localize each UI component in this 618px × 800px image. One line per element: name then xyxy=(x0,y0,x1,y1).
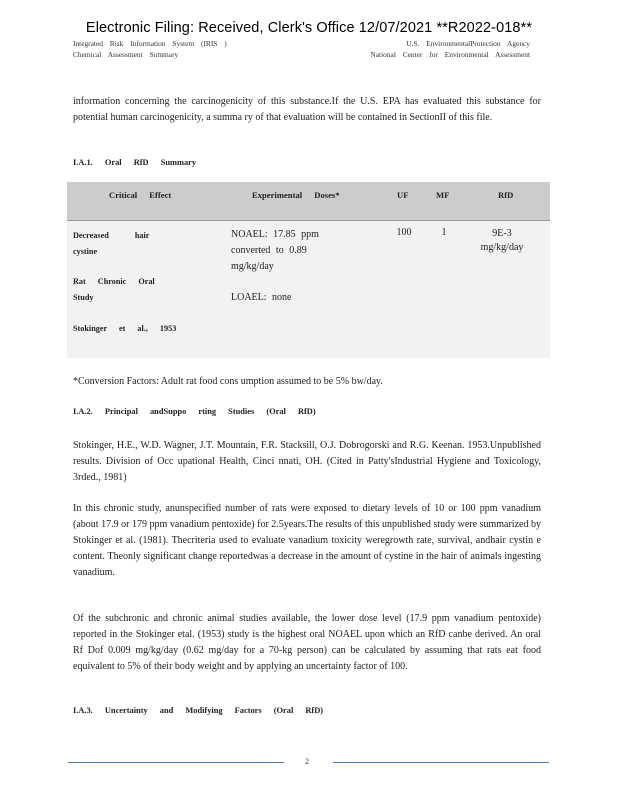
header-right-line1: U.S. EnvironmentalProtection Agency xyxy=(406,39,530,48)
uf-value: 100 xyxy=(396,227,412,238)
header-left-line2: Chemical Assessment Summary xyxy=(73,50,179,59)
footer-rule-left xyxy=(68,762,284,763)
header-left-line1: Integrated Risk Information System (IRIS ) xyxy=(73,39,227,48)
header-left xyxy=(73,38,227,60)
conversion-note: *Conversion Factors: Adult rat food cons umption assumed to be 5% bw/day. xyxy=(73,376,383,387)
study-reference: Stokinger et al., 1953 xyxy=(73,324,177,333)
header-experimental-doses: Experimental Doses* xyxy=(252,190,340,200)
study-line2: Study xyxy=(73,293,94,302)
table-header-row xyxy=(67,182,550,221)
header-right-line2: National Center for Environmental Assessment xyxy=(370,50,530,59)
page-number: 2 xyxy=(305,757,309,766)
intro-paragraph: information concerning the carcinogenicity of this substance.If the U.S. EPA has evaluated this substance for potential human carcinogenicity, a summa ry of that evaluation will be contained in SectionII of this file. xyxy=(73,96,541,123)
rfd-summary-table xyxy=(67,182,550,358)
mf-value: 1 xyxy=(441,227,447,238)
effect-line2: cystine xyxy=(73,247,98,256)
reference-paragraph: Stokinger, H.E., W.D. Wagner, J.T. Mountain, F.R. Stacksill, O.J. Dobrogorski and R.G. Keenan. 1953.Unpublished results. Division of Occ upational Health, Cinci nnati, OH. (Cited in Patty'sIndustrial Hygiene and Toxicology, 3rded., 1981) xyxy=(73,440,541,483)
header-rfd: RfD xyxy=(498,190,514,200)
header-right xyxy=(370,38,530,60)
noael-line1: NOAEL: 17.85 ppm xyxy=(231,229,319,240)
rfd-value-line1: 9E-3 xyxy=(492,228,512,239)
footer-rule-right xyxy=(333,762,549,763)
dose-paragraph: Of the subchronic and chronic animal studies available, the lower dose level (17.9 ppm vanadium pentoxide) reported in the Stokinger etal. (1953) study is the highest oral NOAEL upon which an RfD canbe derived. An oral Rf Dof 0.009 mg/kg/day (0.62 mg/day for a 70-kg person) can be calculated by assuming that rats eat food equivalent to 5% of their body weight and by applying an uncertainty factor of 100. xyxy=(73,613,541,672)
noael-line3: mg/kg/day xyxy=(231,261,274,272)
header-uf: UF xyxy=(397,190,409,200)
rfd-value-line2: mg/kg/day xyxy=(480,242,524,253)
section-heading-uncertainty-factors: I.A.3. Uncertainty and Modifying Factors (Oral RfD) xyxy=(73,706,324,715)
section-heading-principal-studies: I.A.2. Principal andSuppo rting Studies (Oral RfD) xyxy=(73,407,316,416)
loael-value: LOAEL: none xyxy=(231,292,292,303)
section-heading-oral-rfd-summary: I.A.1. Oral RfD Summary xyxy=(73,158,197,167)
filing-stamp: Electronic Filing: Received, Clerk's Office 12/07/2021 **R2022-018** xyxy=(85,20,533,36)
header-critical-effect: Critical Effect xyxy=(109,190,172,200)
study-paragraph: In this chronic study, anunspecified number of rats were exposed to dietary levels of 10 or 100 ppm vanadium (about 17.9 or 179 ppm vanadium pentoxide) for 2.5years.The results of this unpublished study were summarized by Stokinger et al. (1981). Thecriteria used to evaluate vanadium toxicity weregrowth rate, survival, andhair cystin e content. Theonly significant change reportedwas a decrease in the amount of cystine in the hair of animals ingesting vanadium. xyxy=(73,503,541,578)
noael-line2: converted to 0.89 xyxy=(231,245,307,256)
study-line1: Rat Chronic Oral xyxy=(73,277,155,286)
header-mf: MF xyxy=(436,190,450,200)
effect-line1: Decreased hair xyxy=(73,231,150,240)
rfd-value xyxy=(472,227,532,255)
